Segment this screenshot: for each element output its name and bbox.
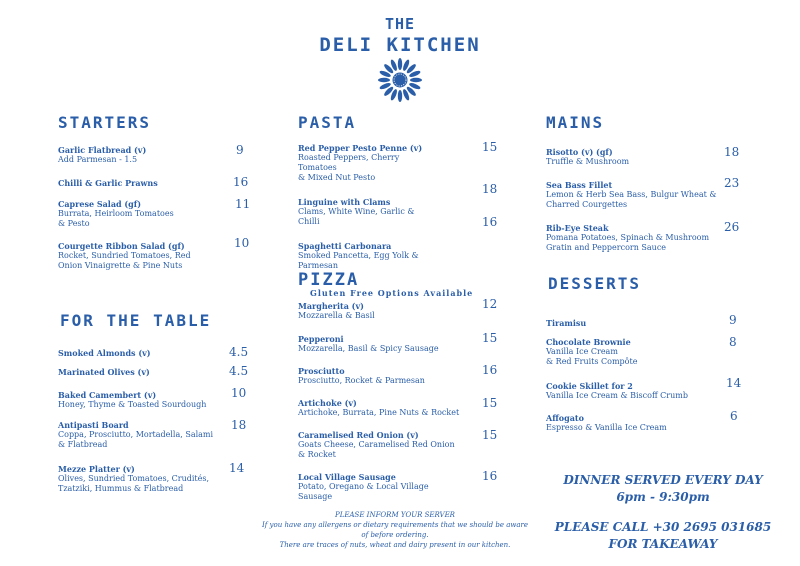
item-price: 9 — [236, 143, 244, 157]
item-desc: Onion Vinaigrette & Pine Nuts — [58, 261, 183, 270]
item-name: Margherita (v) — [298, 301, 364, 311]
menu-item — [298, 398, 483, 418]
item-desc: Lemon & Herb Sea Bass, Bulgur Wheat & — [546, 190, 717, 199]
section-subtitle-pizza: Gluten Free Options Available — [310, 288, 474, 298]
item-price: 10 — [231, 386, 247, 400]
menu-item — [298, 241, 458, 271]
item-price: 6 — [730, 409, 738, 423]
section-title-mains: MAINS — [546, 113, 605, 132]
takeaway-label: FOR TAKEAWAY — [608, 537, 718, 551]
item-price: 14 — [229, 461, 245, 475]
menu-item — [58, 390, 258, 410]
item-desc: & Pesto — [58, 219, 90, 228]
daisy-flower-icon — [378, 58, 422, 102]
menu-item — [546, 381, 726, 401]
dinner-hours — [553, 472, 773, 506]
item-desc: Potato, Oregano & Local Village — [298, 482, 429, 491]
allergen-note-text: There are traces of nuts, wheat and dairy present in our kitchen. — [279, 541, 511, 549]
item-price: 16 — [482, 363, 498, 377]
menu-item — [546, 413, 726, 433]
item-name: Marinated Olives (v) — [58, 367, 150, 377]
menu-item — [58, 145, 258, 165]
item-name: Artichoke (v) — [298, 398, 357, 408]
item-desc: Smoked Pancetta, Egg Yolk & — [298, 251, 419, 260]
menu-item — [298, 143, 458, 183]
item-name: Mezze Platter (v) — [58, 464, 135, 474]
item-name: Smoked Almonds (v) — [58, 348, 151, 358]
item-name: Caprese Salad (gf) — [58, 199, 141, 209]
menu-item — [58, 367, 258, 377]
item-name: Sea Bass Fillet — [546, 180, 613, 190]
item-price: 15 — [482, 396, 498, 410]
item-desc: Mozzarella & Basil — [298, 311, 375, 320]
item-desc: & Mixed Nut Pesto — [298, 173, 376, 182]
item-name: Rib-Eye Steak — [546, 223, 609, 233]
item-desc: Coppa, Prosciutto, Mortadella, Salami — [58, 430, 214, 439]
item-desc: Vanilla Ice Cream — [546, 347, 618, 356]
item-price: 16 — [482, 469, 498, 483]
item-desc: Tomatoes — [298, 163, 337, 172]
dinner-heading: DINNER SERVED EVERY DAY — [563, 473, 763, 487]
item-desc: Chilli — [298, 217, 320, 226]
item-desc: Truffle & Mushroom — [546, 157, 630, 166]
menu-item — [298, 301, 473, 321]
item-desc: Pomana Potatoes, Spinach & Mushroom — [546, 233, 710, 242]
item-name: Risotto (v) (gf) — [546, 147, 613, 157]
allergen-note-text: of before ordering. — [361, 531, 429, 539]
item-desc: Honey, Thyme & Toasted Sourdough — [58, 400, 207, 409]
item-desc: Burrata, Heirloom Tomatoes — [58, 209, 174, 218]
item-name: Courgette Ribbon Salad (gf) — [58, 241, 185, 251]
item-desc: Goats Cheese, Caramelised Red Onion — [298, 440, 455, 449]
item-desc: Parmesan — [298, 261, 338, 270]
item-name: Linguine with Clams — [298, 197, 391, 207]
item-desc: Gratin and Peppercorn Sauce — [546, 243, 667, 252]
section-title-starters: STARTERS — [58, 113, 152, 132]
item-desc: Tzatziki, Hummus & Flatbread — [58, 484, 184, 493]
item-price: 16 — [233, 175, 249, 189]
allergen-note — [255, 510, 535, 550]
item-desc: & Rocket — [298, 450, 336, 459]
item-price: 8 — [729, 335, 737, 349]
menu-item — [298, 334, 473, 354]
menu-item — [58, 420, 258, 450]
item-desc: & Red Fruits Compôte — [546, 357, 638, 366]
menu-item — [58, 241, 258, 271]
item-name: Red Pepper Pesto Penne (v) — [298, 143, 423, 153]
item-desc: Vanilla Ice Cream & Biscoff Crumb — [546, 391, 688, 400]
item-desc: Add Parmesan - 1.5 — [58, 155, 138, 164]
item-desc: Clams, White Wine, Garlic & — [298, 207, 415, 216]
menu-item — [546, 147, 726, 167]
item-desc: & Flatbread — [58, 440, 108, 449]
item-desc: Prosciutto, Rocket & Parmesan — [298, 376, 425, 385]
dinner-time: 6pm - 9:30pm — [616, 490, 710, 504]
item-price: 26 — [724, 220, 740, 234]
item-name: Caramelised Red Onion (v) — [298, 430, 419, 440]
item-price: 15 — [482, 428, 498, 442]
item-price: 15 — [482, 331, 498, 345]
item-price: 14 — [726, 376, 742, 390]
item-desc: Rocket, Sundried Tomatoes, Red — [58, 251, 191, 260]
item-price: 18 — [482, 182, 498, 196]
menu-item — [58, 464, 258, 494]
item-name: Local Village Sausage — [298, 472, 396, 482]
item-name: Pepperoni — [298, 334, 344, 344]
item-desc: Charred Courgettes — [546, 200, 628, 209]
menu-item — [58, 348, 258, 358]
item-desc: Roasted Peppers, Cherry — [298, 153, 400, 162]
brand-name: DELI KITCHEN — [319, 34, 481, 56]
item-name: Tiramisu — [546, 318, 587, 328]
menu-item — [546, 318, 726, 328]
allergen-note-text: If you have any allergens or dietary requirements that we should be aware — [261, 521, 529, 529]
item-price: 12 — [482, 297, 498, 311]
section-title-pasta: PASTA — [298, 113, 357, 132]
item-desc: Olives, Sundried Tomatoes, Crudités, — [58, 474, 210, 483]
menu-item — [546, 223, 731, 253]
section-title-desserts: DESSERTS — [548, 274, 642, 293]
item-desc: Espresso & Vanilla Ice Cream — [546, 423, 667, 432]
menu-item — [298, 197, 458, 227]
menu-item — [298, 366, 473, 386]
menu-item — [546, 180, 731, 210]
item-desc: Sausage — [298, 492, 333, 501]
item-name: Chilli & Garlic Prawns — [58, 178, 158, 188]
item-price: 15 — [482, 140, 498, 154]
item-name: Cookie Skillet for 2 — [546, 381, 633, 391]
menu-item — [298, 430, 478, 460]
item-name: Affogato — [546, 413, 584, 423]
item-price: 9 — [729, 313, 737, 327]
takeaway-info — [553, 519, 773, 553]
allergen-note-heading: PLEASE INFORM YOUR SERVER — [335, 511, 455, 519]
section-title-for-the-table: FOR THE TABLE — [60, 311, 212, 330]
item-price: 4.5 — [229, 364, 249, 378]
menu-item — [298, 472, 473, 502]
takeaway-phone: PLEASE CALL +30 2695 031685 — [554, 520, 772, 534]
menu-item — [546, 337, 726, 367]
item-name: Garlic Flatbread (v) — [58, 145, 147, 155]
menu-item — [58, 199, 258, 229]
item-name: Baked Camembert (v) — [58, 390, 157, 400]
section-title-pizza: PIZZA — [298, 270, 360, 290]
item-price: 18 — [231, 418, 247, 432]
item-desc: Artichoke, Burrata, Pine Nuts & Rocket — [298, 408, 460, 417]
item-price: 4.5 — [229, 345, 249, 359]
item-name: Antipasti Board — [58, 420, 129, 430]
item-price: 23 — [724, 176, 740, 190]
item-price: 10 — [234, 236, 250, 250]
item-price: 11 — [235, 197, 251, 211]
item-price: 18 — [724, 145, 740, 159]
item-name: Spaghetti Carbonara — [298, 241, 392, 251]
item-name: Prosciutto — [298, 366, 345, 376]
brand-line-1: THE — [384, 15, 416, 33]
menu-item — [58, 178, 258, 188]
item-desc: Mozzarella, Basil & Spicy Sausage — [298, 344, 439, 353]
item-name: Chocolate Brownie — [546, 337, 631, 347]
item-price: 16 — [482, 215, 498, 229]
